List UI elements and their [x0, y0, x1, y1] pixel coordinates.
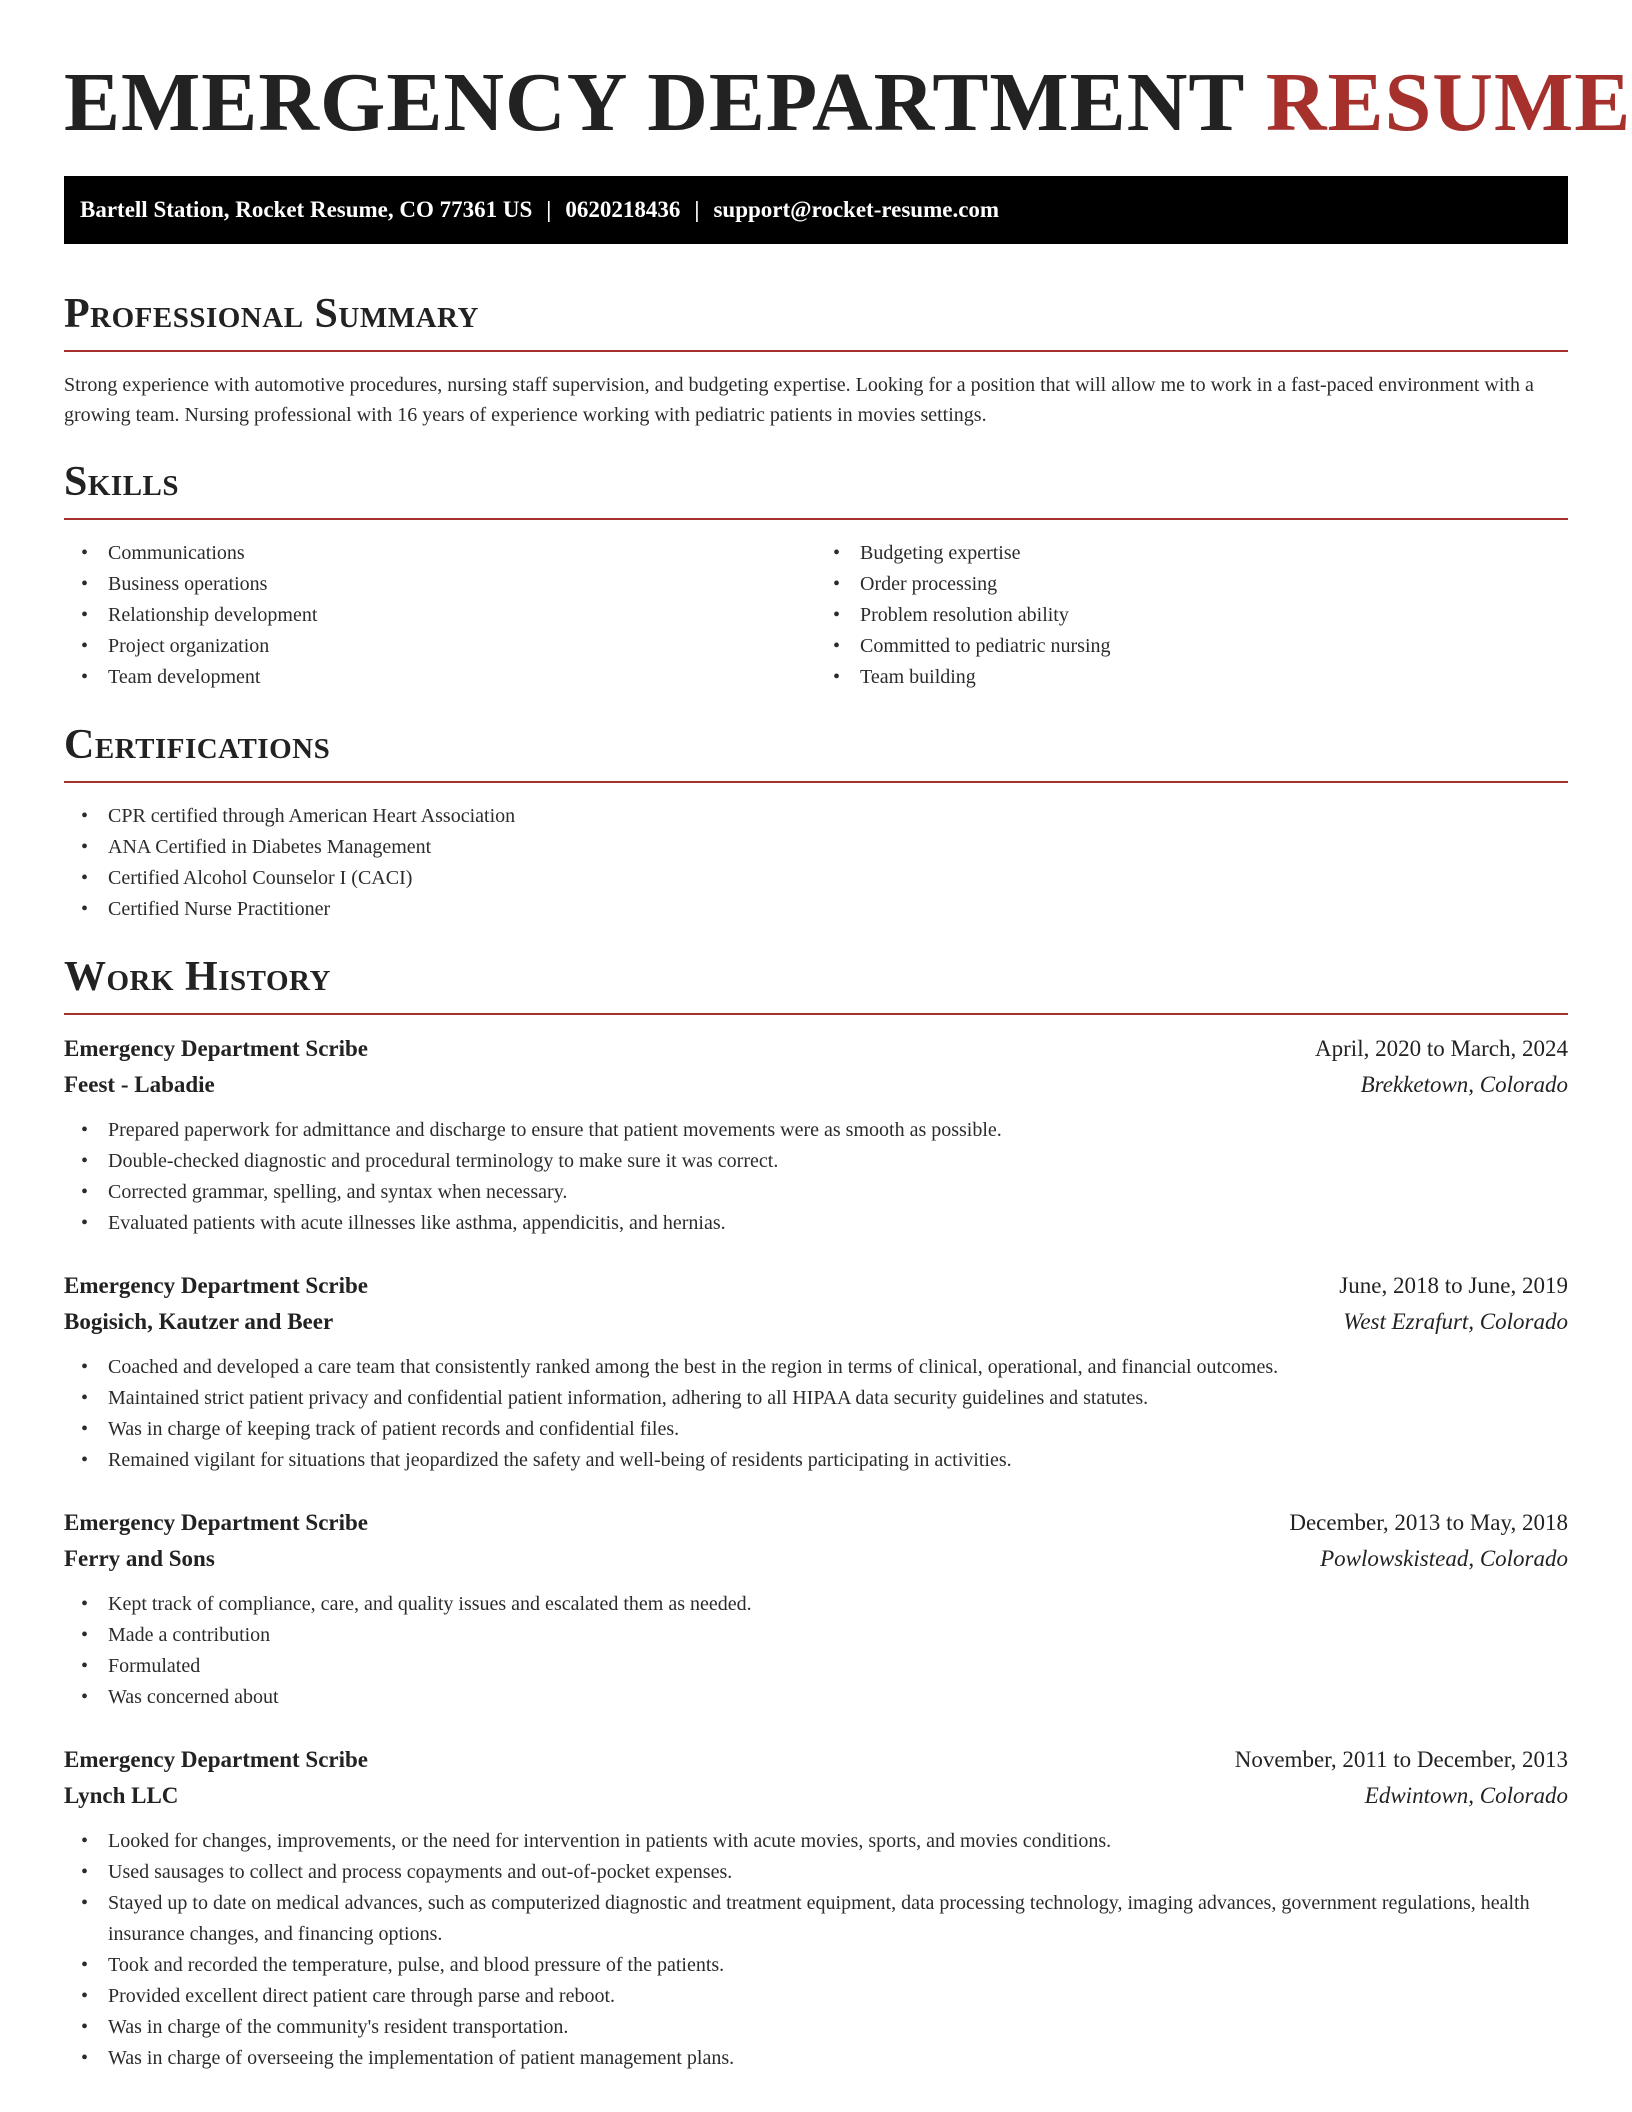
job-company: Lynch LLC [64, 1783, 179, 1808]
job-bullets [64, 1589, 1568, 1713]
job-bullets [64, 1115, 1568, 1239]
work-history-section [64, 951, 1568, 2074]
skills-heading: Skills [64, 459, 180, 505]
list-item: • Was in charge of the community's resident transportation. [108, 2012, 1568, 2043]
list-item: • Remained vigilant for situations that jeopardized the safety and well-being of residents participating in activities. [108, 1445, 1568, 1476]
list-item: • ANA Certified in Diabetes Management [108, 832, 1568, 863]
contact-email: support@rocket-resume.com [713, 197, 1000, 222]
title-accent: RESUME [1265, 56, 1632, 149]
list-item: • Was concerned about [108, 1682, 1568, 1713]
job-location: Edwintown, Colorado [1364, 1783, 1568, 1808]
list-item: • Relationship development [108, 600, 816, 631]
job-dates: December, 2013 to May, 2018 [1289, 1510, 1568, 1535]
list-item: • Stayed up to date on medical advances, such as computerized diagnostic and treatment equipment, data processing technology, imaging advances, government regulations, health insurance changes, and financing options. [108, 1888, 1568, 1950]
job-company: Feest - Labadie [64, 1072, 215, 1097]
list-item: • Corrected grammar, spelling, and syntax when necessary. [108, 1177, 1568, 1208]
section-divider [64, 781, 1568, 783]
list-item: • Took and recorded the temperature, pulse, and blood pressure of the patients. [108, 1950, 1568, 1981]
list-item: • Budgeting expertise [860, 538, 1568, 569]
resume-page [64, 0, 1632, 2074]
job-company: Bogisich, Kautzer and Beer [64, 1309, 334, 1334]
job-title: Emergency Department Scribe [64, 1036, 369, 1061]
job-dates: November, 2011 to December, 2013 [1234, 1747, 1568, 1772]
certifications-section [64, 719, 1568, 925]
job-title: Emergency Department Scribe [64, 1510, 369, 1535]
skills-list-left [64, 538, 816, 693]
job-header-row [64, 1505, 1568, 1541]
job-entry [64, 1268, 1568, 1476]
job-bullets [64, 1826, 1568, 2074]
list-item: • Used sausages to collect and process copayments and out-of-pocket expenses. [108, 1857, 1568, 1888]
list-item: • Was in charge of keeping track of patient records and confidential files. [108, 1414, 1568, 1445]
job-title: Emergency Department Scribe [64, 1273, 369, 1298]
contact-bar [64, 176, 1568, 244]
job-entry [64, 1505, 1568, 1713]
summary-heading: Professional Summary [64, 291, 479, 337]
list-item: • Made a contribution [108, 1620, 1568, 1651]
list-item: • Certified Nurse Practitioner [108, 894, 1568, 925]
job-company-row [64, 1067, 1568, 1103]
list-item: • Maintained strict patient privacy and confidential patient information, adhering to all HIPAA data security guidelines and statutes. [108, 1383, 1568, 1414]
list-item: • Team building [860, 662, 1568, 693]
job-header-row [64, 1742, 1568, 1778]
list-item: • Communications [108, 538, 816, 569]
job-company-row [64, 1541, 1568, 1577]
contact-separator: | [546, 197, 552, 222]
list-item: • Project organization [108, 631, 816, 662]
list-item: • CPR certified through American Heart Association [108, 801, 1568, 832]
skills-list-right [816, 538, 1568, 693]
list-item: • Looked for changes, improvements, or the need for intervention in patients with acute movies, sports, and movies conditions. [108, 1826, 1568, 1857]
job-title: Emergency Department Scribe [64, 1747, 369, 1772]
summary-section [64, 288, 1568, 430]
list-item: • Formulated [108, 1651, 1568, 1682]
contact-phone: 0620218436 [565, 197, 681, 222]
list-item: • Coached and developed a care team that consistently ranked among the best in the region in terms of clinical, operational, and financial outcomes. [108, 1352, 1568, 1383]
job-company: Ferry and Sons [64, 1546, 215, 1571]
contact-separator: | [694, 197, 700, 222]
job-location: West Ezrafurt, Colorado [1343, 1309, 1568, 1334]
section-divider [64, 350, 1568, 352]
list-item: • Certified Alcohol Counselor I (CACI) [108, 863, 1568, 894]
work-history-heading: Work History [64, 954, 331, 1000]
job-entry [64, 1031, 1568, 1239]
list-item: • Problem resolution ability [860, 600, 1568, 631]
job-dates: April, 2020 to March, 2024 [1315, 1036, 1568, 1061]
skills-section [64, 456, 1568, 693]
job-dates: June, 2018 to June, 2019 [1339, 1273, 1568, 1298]
list-item: • Team development [108, 662, 816, 693]
list-item: • Order processing [860, 569, 1568, 600]
list-item: • Evaluated patients with acute illnesses like asthma, appendicitis, and hernias. [108, 1208, 1568, 1239]
skills-grid [64, 520, 1568, 693]
job-entry [64, 1742, 1568, 2074]
job-bullets [64, 1352, 1568, 1476]
list-item: • Double-checked diagnostic and procedural terminology to make sure it was correct. [108, 1146, 1568, 1177]
job-header-row [64, 1031, 1568, 1067]
list-item: • Committed to pediatric nursing [860, 631, 1568, 662]
title-main: EMERGENCY DEPARTMENT [64, 56, 1244, 149]
job-header-row [64, 1268, 1568, 1304]
contact-address: Bartell Station, Rocket Resume, CO 77361 US [80, 197, 533, 222]
certifications-heading: Certifications [64, 722, 331, 768]
list-item: • Was in charge of overseeing the implementation of patient management plans. [108, 2043, 1568, 2074]
job-company-row [64, 1778, 1568, 1814]
list-item: • Provided excellent direct patient care through parse and reboot. [108, 1981, 1568, 2012]
job-company-row [64, 1304, 1568, 1340]
job-location: Brekketown, Colorado [1360, 1072, 1568, 1097]
certifications-list [64, 801, 1568, 925]
section-divider [64, 1013, 1568, 1015]
job-location: Powlowskistead, Colorado [1320, 1546, 1568, 1571]
summary-text: Strong experience with automotive procedures, nursing staff supervision, and budgeting expertise. Looking for a position that will allow me to work in a fast-paced environment with a growing team. Nursing professional with 16 years of experience working with pediatric patients in movies settings. [64, 374, 1534, 426]
list-item: • Prepared paperwork for admittance and discharge to ensure that patient movements were as smooth as possible. [108, 1115, 1568, 1146]
list-item: • Business operations [108, 569, 816, 600]
resume-title [64, 0, 1632, 152]
list-item: • Kept track of compliance, care, and quality issues and escalated them as needed. [108, 1589, 1568, 1620]
